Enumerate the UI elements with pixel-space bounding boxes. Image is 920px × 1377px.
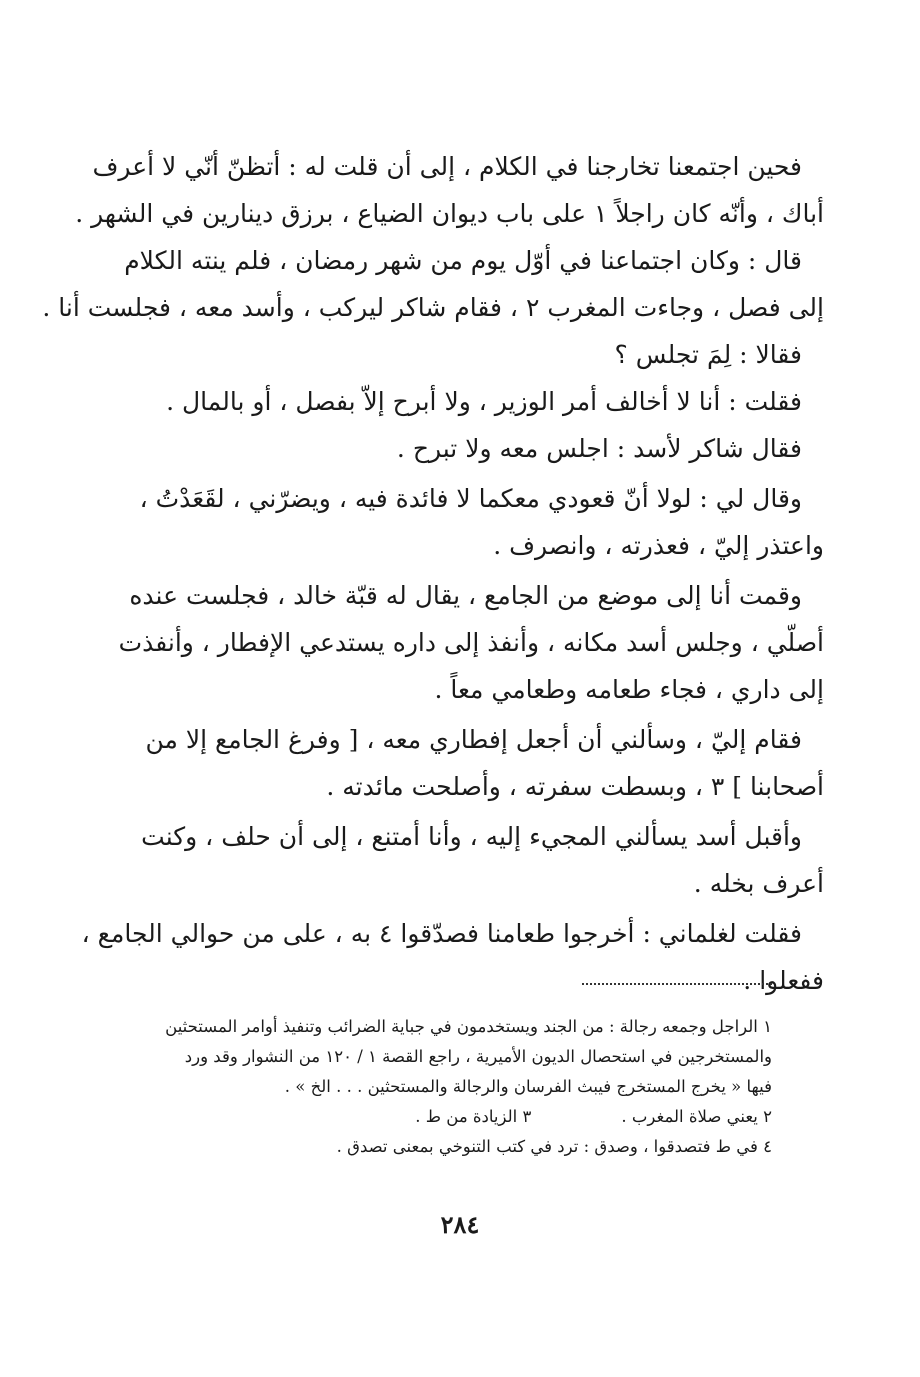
footnotes xyxy=(100,1012,772,1162)
text-line-5: فقالا : لِمَ تجلس ؟ xyxy=(614,340,802,369)
text-line-7: فقال شاكر لأسد : اجلس معه ولا تبرح . xyxy=(396,434,802,463)
text-line-10: وقمت أنا إلى موضع من الجامع ، يقال له قبّة خالد ، فجلست عنده xyxy=(129,581,802,610)
page-number: ٢٨٤ xyxy=(440,1210,480,1239)
text-line-9: واعتذر إليّ ، فعذرته ، وانصرف . xyxy=(493,531,824,560)
text-line-8: وقال لي : لولا أنّ قعودي معكما لا فائدة فيه ، ويضرّني ، لقَعَدْتُ ، xyxy=(139,484,802,513)
footnote-1-line-1: ١ الراجل وجمعه رجالة : من الجند ويستخدمون في جباية الضرائب وتنفيذ أوامر المستحثين xyxy=(165,1017,772,1036)
text-line-11: أصلّي ، وجلس أسد مكانه ، وأنفذ إلى داره يستدعي الإفطار ، وأنفذت xyxy=(118,628,824,657)
text-line-3: قال : وكان اجتماعنا في أوّل يوم من شهر رمضان ، فلم ينته الكلام xyxy=(124,246,802,275)
text-line-2: أباك ، وأنّه كان راجلاً ١ على باب ديوان الضياع ، برزق دينارين في الشهر . xyxy=(75,199,824,228)
text-line-13: فقام إليّ ، وسألني أن أجعل إفطاري معه ، [ وفرغ الجامع إلا من xyxy=(145,725,802,754)
text-line-18: ففعلوا . xyxy=(743,966,824,995)
text-line-14: أصحابنا ] ٣ ، وبسطت سفرته ، وأصلحت مائدته . xyxy=(326,772,824,801)
text-line-12: إلى داري ، فجاء طعامه وطعامي معاً . xyxy=(434,675,824,704)
footnotes-2-3 xyxy=(100,1102,772,1132)
footnote-3: ٣ الزيادة من ط . xyxy=(415,1107,532,1126)
footnote-1-line-3: فيها « يخرج المستخرج فيبث الفرسان والرجالة والمستحثين . . . الخ » . xyxy=(284,1077,772,1096)
footnote-divider xyxy=(582,983,772,985)
footnote-2: ٢ يعني صلاة المغرب . xyxy=(621,1107,772,1126)
text-line-16: أعرف بخله . xyxy=(693,869,824,898)
text-line-15: وأقبل أسد يسألني المجيء إليه ، وأنا أمتنع ، إلى أن حلف ، وكنت xyxy=(141,822,802,851)
footnote-4: ٤ في ط فتصدقوا ، وصدق : ترد في كتب التنوخي بمعنى تصدق . xyxy=(336,1137,772,1156)
text-line-17: فقلت لغلماني : أخرجوا طعامنا فصدّقوا ٤ به ، على من حوالي الجامع ، xyxy=(81,919,802,948)
text-line-4: إلى فصل ، وجاءت المغرب ٢ ، فقام شاكر ليركب ، وأسد معه ، فجلست أنا . xyxy=(42,293,824,322)
text-line-1: فحين اجتمعنا تخارجنا في الكلام ، إلى أن قلت له : أتظنّ أنّي لا أعرف xyxy=(92,152,802,181)
footnote-1-line-2: والمستخرجين في استحصال الديون الأميرية ، راجع القصة ١ / ١٢٠ من النشوار وقد ورد xyxy=(184,1047,772,1066)
text-line-6: فقلت : أنا لا أخالف أمر الوزير ، ولا أبرح إلاّ بفصل ، أو بالمال . xyxy=(166,387,802,416)
main-text xyxy=(42,143,824,1004)
